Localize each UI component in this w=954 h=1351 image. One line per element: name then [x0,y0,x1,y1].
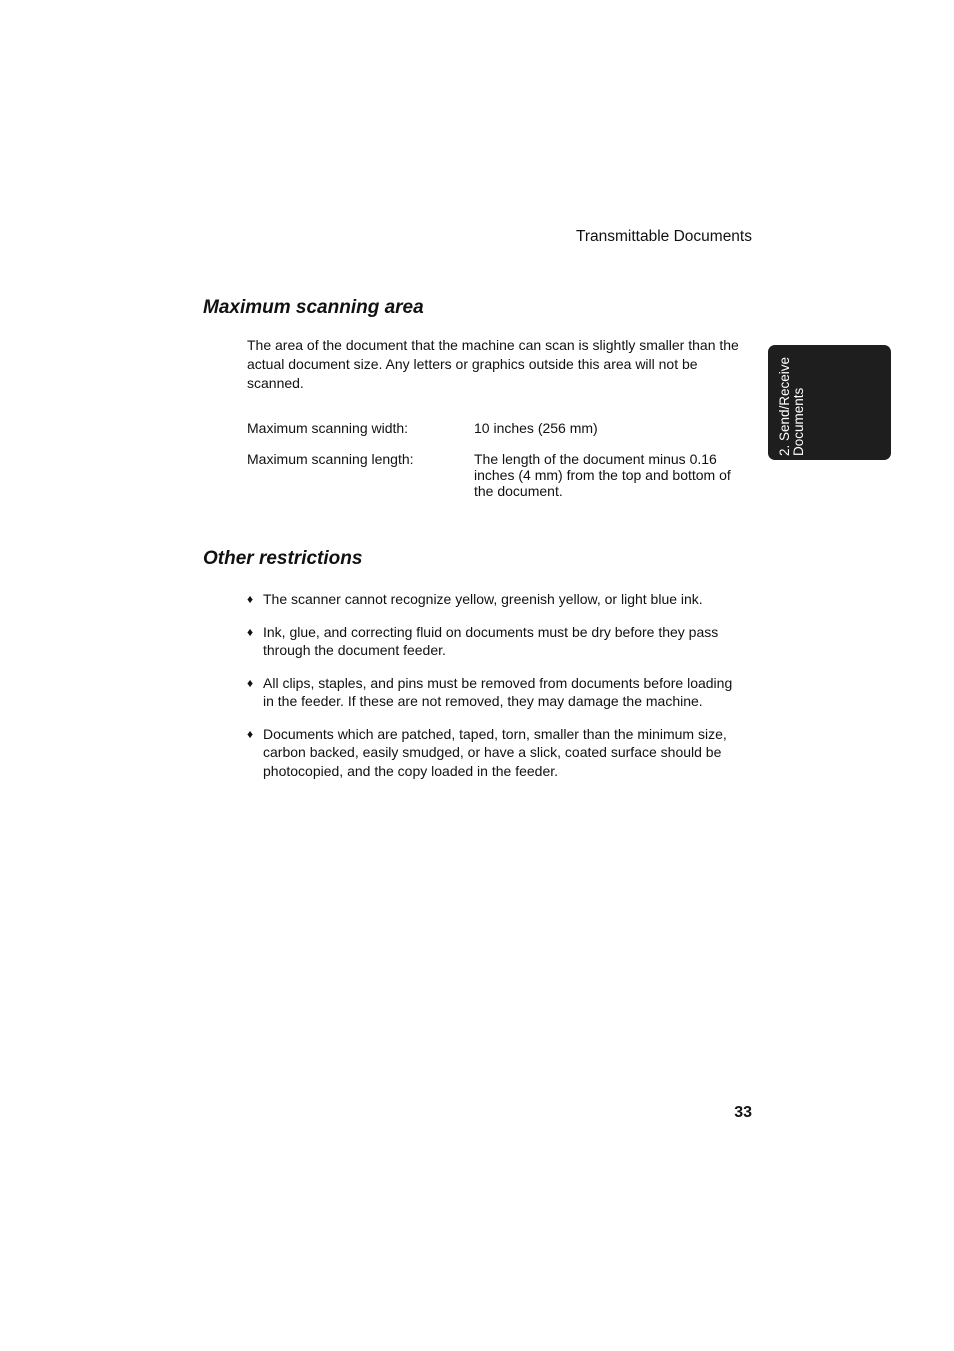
diamond-bullet-icon: ♦ [247,592,254,606]
list-item [247,623,742,660]
list-item-text: Documents which are patched, taped, torn, smaller than the minimum size, carbon backed, easily smudged, or have a slick, coated surface should be photocopied, and the copy loaded in the feeder. [263,725,727,779]
spec-value-width: 10 inches (256 mm) [474,420,598,436]
scanning-area-intro: The area of the document that the machine can scan is slightly smaller than the actual document size. Any letters or graphics outside this area will not be scanned. [247,337,739,391]
list-item [247,590,742,609]
list-item [247,674,742,711]
spec-label-width: Maximum scanning width: [247,420,409,436]
spec-label-length: Maximum scanning length: [247,451,414,467]
chapter-tab-label [778,344,806,456]
restrictions-list [247,590,742,794]
chapter-tab [768,345,891,460]
list-item-text: All clips, staples, and pins must be removed from documents before loading in the feeder. If these are not removed, they may damage the machine. [263,674,733,709]
diamond-bullet-icon: ♦ [247,624,254,639]
heading-maximum-scanning-area: Maximum scanning area [203,297,424,318]
diamond-bullet-icon: ♦ [247,675,254,690]
page-number: 33 [734,1104,752,1121]
list-item [247,725,742,781]
chapter-tab-line-2: Documents [791,387,806,456]
list-item-text: Ink, glue, and correcting fluid on documents must be dry before they pass through the document feeder. [263,623,719,658]
spec-value-length: The length of the document minus 0.16 inches (4 mm) from the top and bottom of the document. [474,451,731,499]
diamond-bullet-icon: ♦ [247,726,254,741]
list-item-text: The scanner cannot recognize yellow, greenish yellow, or light blue ink. [263,591,703,607]
chapter-tab-line-1: 2. Send/Receive [777,356,792,456]
heading-other-restrictions: Other restrictions [203,548,363,569]
running-header: Transmittable Documents [575,228,752,245]
